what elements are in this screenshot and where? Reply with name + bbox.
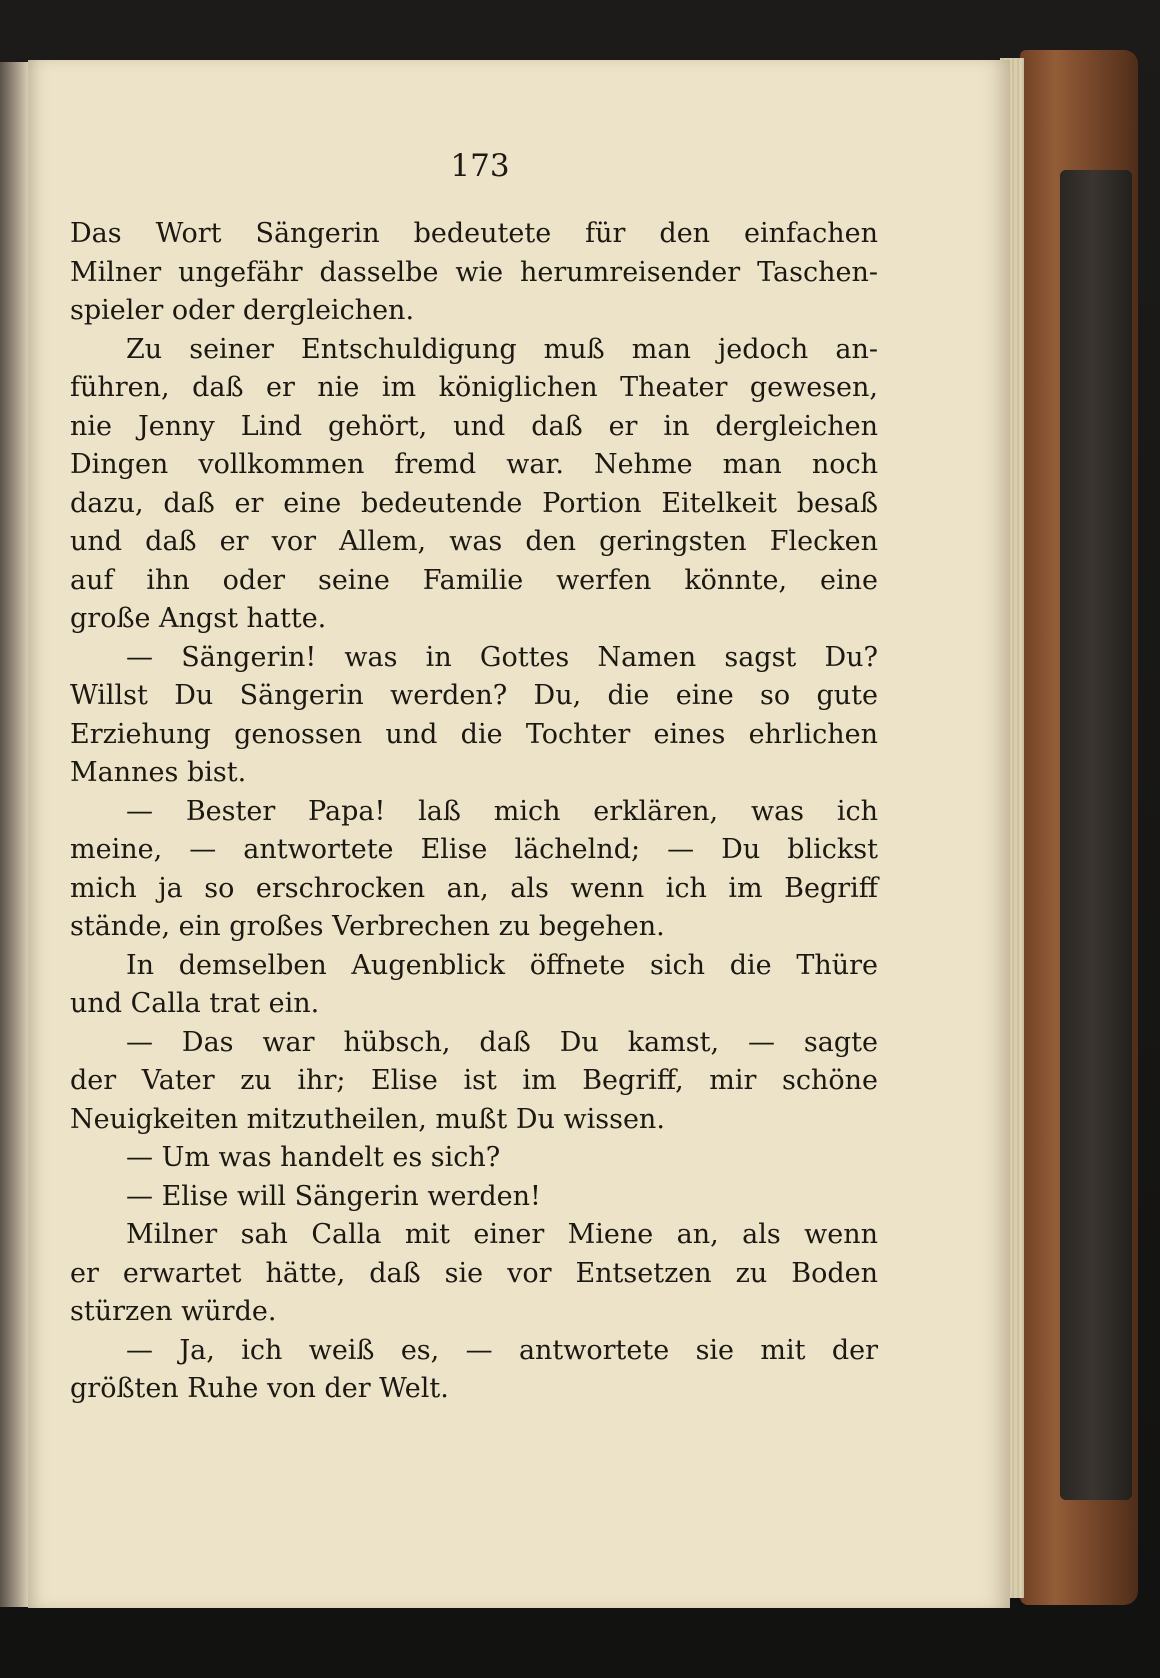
text-line: und daß er vor Allem, was den geringsten Flecken — [70, 526, 878, 557]
text-line: spieler oder dergleichen. — [70, 295, 415, 326]
text-line: Erziehung genossen und die Tochter eines ehrlichen — [70, 718, 878, 750]
text-line: — Um was handelt es sich? — [126, 1142, 501, 1173]
text-line: Mannes bist. — [70, 757, 247, 788]
page-number: 173 — [450, 148, 510, 184]
text-line: stände, ein großes Verbrechen zu begehen. — [70, 911, 665, 942]
text-line: und Calla trat ein. — [70, 988, 320, 1019]
text-line: führen, daß er nie im königlichen Theater gewesen, — [70, 372, 878, 403]
text-line: mich ja so erschrocken an, als wenn ich im Begriff — [70, 872, 878, 904]
text-line: Zu seiner Entschuldigung muß man jedoch an- — [126, 333, 878, 365]
text-line: — Ja, ich weiß es, — antwortete sie mit der — [126, 1334, 878, 1366]
text-line: — Bester Papa! laß mich erklären, was ich — [126, 795, 878, 827]
left-page-edge — [0, 62, 28, 1607]
text-line: große Angst hatte. — [70, 603, 327, 634]
text-line: — Elise will Sängerin werden! — [126, 1180, 541, 1212]
text-line: dazu, daß er eine bedeutende Portion Eitelkeit besaß — [70, 487, 878, 519]
text-line: Neuigkeiten mitzutheilen, mußt Du wissen. — [70, 1103, 665, 1135]
book-cover-spine — [1060, 170, 1132, 1500]
text-line: — Das war hübsch, daß Du kamst, — sagte — [126, 1026, 878, 1058]
text-line: Dingen vollkommen fremd war. Nehme man noch — [70, 449, 878, 480]
text-line: — Sängerin! was in Gottes Namen sagst Du? — [126, 641, 878, 673]
text-line: der Vater zu ihr; Elise ist im Begriff, mir schöne — [70, 1065, 878, 1096]
text-line: auf ihn oder seine Familie werfen könnte, eine — [70, 564, 878, 596]
text-line: Milner ungefähr dasselbe wie herumreisender Taschen- — [70, 256, 878, 288]
body-text — [70, 215, 878, 1409]
text-line: Willst Du Sängerin werden? Du, die eine so gute — [70, 680, 878, 711]
text-line: Milner sah Calla mit einer Miene an, als wenn — [126, 1219, 878, 1250]
text-line: er erwartet hätte, daß sie vor Entsetzen zu Boden — [70, 1257, 878, 1289]
text-line: Das Wort Sängerin bedeutete für den einfachen — [70, 218, 878, 249]
text-line: meine, — antwortete Elise lächelnd; — Du blickst — [70, 834, 878, 865]
text-line: stürzen würde. — [70, 1296, 277, 1327]
text-line: In demselben Augenblick öffnete sich die Thüre — [126, 949, 878, 981]
text-line: nie Jenny Lind gehört, und daß er in dergleichen — [70, 410, 878, 442]
text-line: größten Ruhe von der Welt. — [70, 1373, 449, 1404]
